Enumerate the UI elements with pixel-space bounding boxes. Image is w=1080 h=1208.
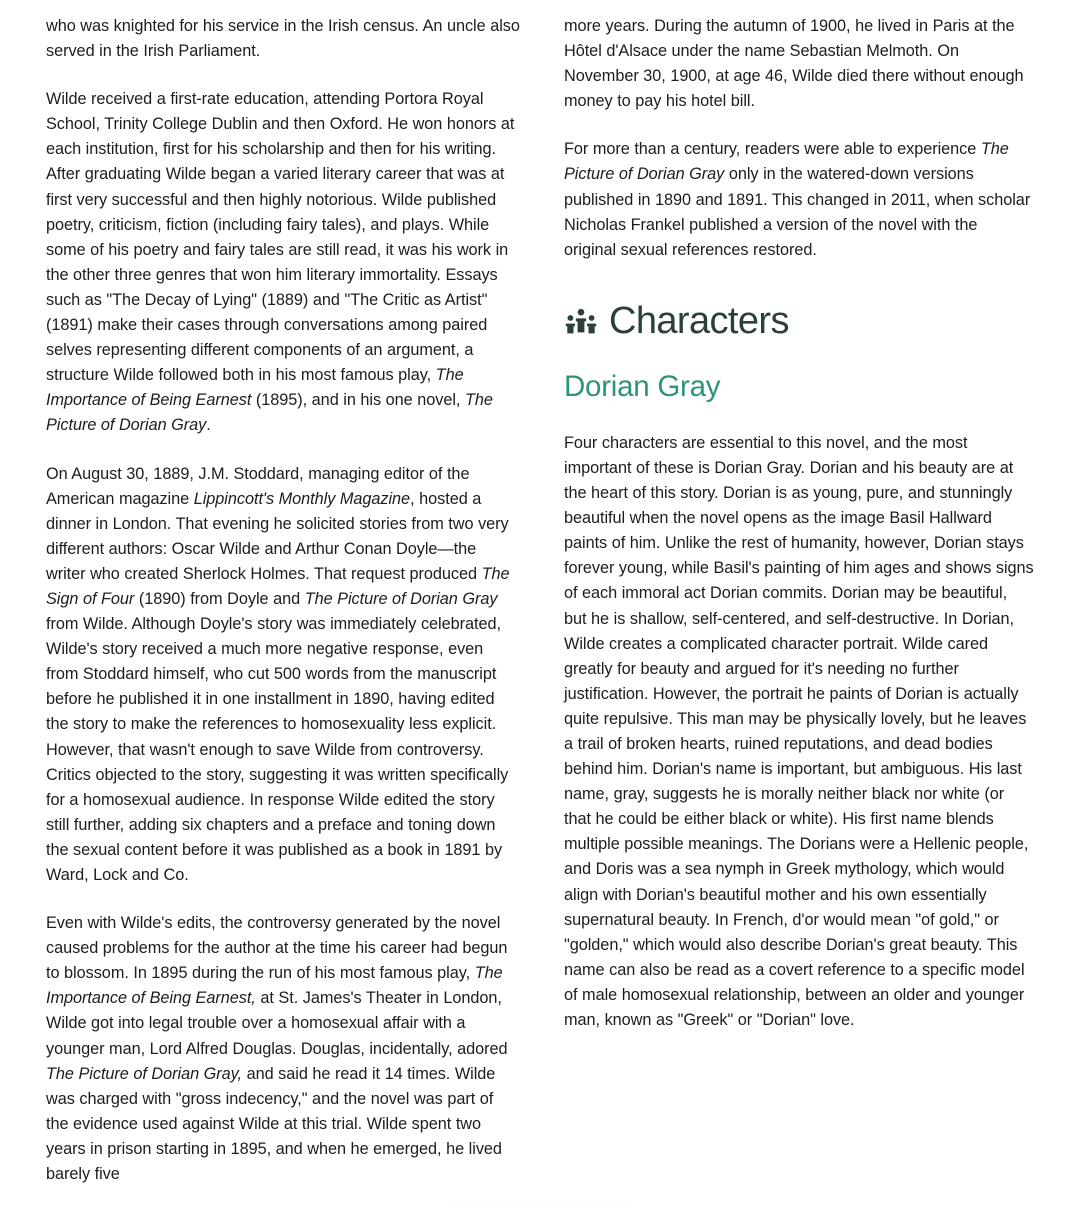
title-picture-of-dorian-gray-2: The Picture of Dorian Gray: [304, 589, 498, 608]
paragraph-trial-part3: and said he read it 14 times. Wilde was charged with "gross indecency," and the novel was part of the evidence used against Wilde at this trial. Wilde spent two years in prison starting in 1895, and when he emerged, he lived barely five: [46, 1064, 502, 1184]
paragraph-trial-part2: at St. James's Theater in London, Wilde got into legal trouble over a homosexual affair with a younger man, Lord Alfred Douglas. Douglas, incidentally, adored: [46, 989, 508, 1058]
paragraph-stoddard-dinner: [46, 462, 520, 889]
title-picture-of-dorian-gray-4: The Picture of Dorian Gray: [564, 140, 1009, 184]
characters-section-heading: [564, 299, 1034, 343]
title-picture-of-dorian-gray: The Picture of Dorian Gray: [46, 391, 493, 435]
right-text-column: [564, 14, 1034, 1208]
people-group-icon: [564, 305, 598, 339]
title-picture-of-dorian-gray-3: The Picture of Dorian Gray,: [46, 1064, 243, 1083]
paragraph-irish-census: who was knighted for his service in the Irish census. An uncle also served in the Irish Parliament.: [46, 17, 520, 61]
title-sign-of-four: The Sign of Four: [46, 564, 510, 608]
paragraph-wilde-death: more years. During the autumn of 1900, he lived in Paris at the Hôtel d'Alsace under the name Sebastian Melmoth. On November 30, 1900, at age 46, Wilde died there without enough money to pay his hotel bill.: [564, 17, 1024, 111]
paragraph-education-part2: (1895), and in his one novel,: [251, 391, 465, 410]
dorian-gray-subheading: Dorian Gray: [564, 369, 721, 403]
paragraph-stoddard-part3: (1890) from Doyle and: [134, 589, 305, 608]
title-importance-of-being-earnest-2: The Importance of Being Earnest,: [46, 964, 503, 1008]
paragraph-frankel-edition: [564, 137, 1034, 262]
title-lippincotts-monthly-magazine: Lippincott's Monthly Magazine: [193, 489, 411, 508]
paragraph-frankel-part2: only in the watered-down versions published in 1890 and 1891. This changed in 2011, when scholar Nicholas Frankel published a version of the novel with the original sexual references restored.: [564, 165, 1031, 259]
paragraph-stoddard-part2: , hosted a dinner in London. That evening he solicited stories from two very different authors: Oscar Wilde and Arthur Conan Doyle—the writer who created Sherlock Holmes. That request produced: [46, 489, 509, 583]
paragraph-wilde-trial: [46, 911, 520, 1187]
title-importance-of-being-earnest: The Importance of Being Earnest: [46, 366, 464, 410]
characters-heading-label: Characters: [609, 299, 789, 342]
paragraph-education: [46, 87, 520, 438]
paragraph-stoddard-part1: On August 30, 1889, J.M. Stoddard, managing editor of the American magazine: [46, 464, 470, 508]
paragraph-education-part3: .: [206, 416, 211, 435]
paragraph-education-part1: Wilde received a first-rate education, attending Portora Royal School, Trinity College Dublin and then Oxford. He won honors at each institution, first for his scholarship and then for his writing. After graduating Wilde began a varied literary career that was at first very successful and then highly notorious. Wilde published poetry, criticism, fiction (including fairy tales), and plays. While some of his poetry and fairy tales are still read, it was his work in the other three genres that won him literary immortality. Essays such as "The Decay of Lying" (1889) and "The Critic as Artist" (1891) make their cases through conversations among paired selves representing different components of an argument, a structure Wilde followed both in his most famous play,: [46, 90, 515, 385]
paragraph-stoddard-part4: from Wilde. Although Doyle's story was immediately celebrated, Wilde's story received a much more negative response, even from Stoddard himself, who cut 500 words from the manuscript before he published it in one installment in 1890, having edited the story to make the references to homosexuality less explicit. However, that wasn't enough to save Wilde from controversy. Critics objected to the story, suggesting it was written specifically for a homosexual audience. In response Wilde edited the story still further, adding six chapters and a preface and toning down the sexual content before it was published as a book in 1891 by Ward, Lock and Co.: [46, 615, 509, 884]
left-text-column: [46, 14, 520, 1208]
paragraph-frankel-part1: For more than a century, readers were able to experience: [564, 140, 981, 159]
paragraph-dorian-gray-description: Four characters are essential to this novel, and the most important of these is Dorian Gray. Dorian and his beauty are at the heart of this story. Dorian is as young, pure, and stunningly beautiful when the novel opens as the image Basil Hallward paints of him. Unlike the rest of humanity, however, Dorian stays forever young, while Basil's painting of him ages and shows signs of each immoral act Dorian commits. Dorian may be beautiful, but he is shallow, self-centered, and self-destructive. In Dorian, Wilde creates a complicated character portrait. Wilde cared greatly for beauty and argued for it's needing no further justification. However, the portrait he paints of Dorian is actually quite repulsive. This man may be physically lovely, but he leaves a trail of broken hearts, ruined reputations, and dead bodies behind him. Dorian's name is important, but ambiguous. His last name, gray, suggests he is morally neither black nor white (or that he could be either black or white). His first name blends multiple possible meanings. The Dorians were a Hellenic people, and Doris was a sea nymph in Greek mythology, which would align with Dorian's beautiful mother and his own essentially supernatural beauty. In French, d'or would mean "of gold," or "golden," which would also describe Dorian's great beauty. This name can also be read as a covert reference to a specific model of male homosexual relationship, between an older and younger man, known as "Greek" or "Dorian" love.: [564, 433, 1034, 1029]
paragraph-trial-part1: Even with Wilde's edits, the controversy generated by the novel caused problems for the author at the time his career had begun to blossom. In 1895 during the run of his most famous play,: [46, 914, 508, 983]
